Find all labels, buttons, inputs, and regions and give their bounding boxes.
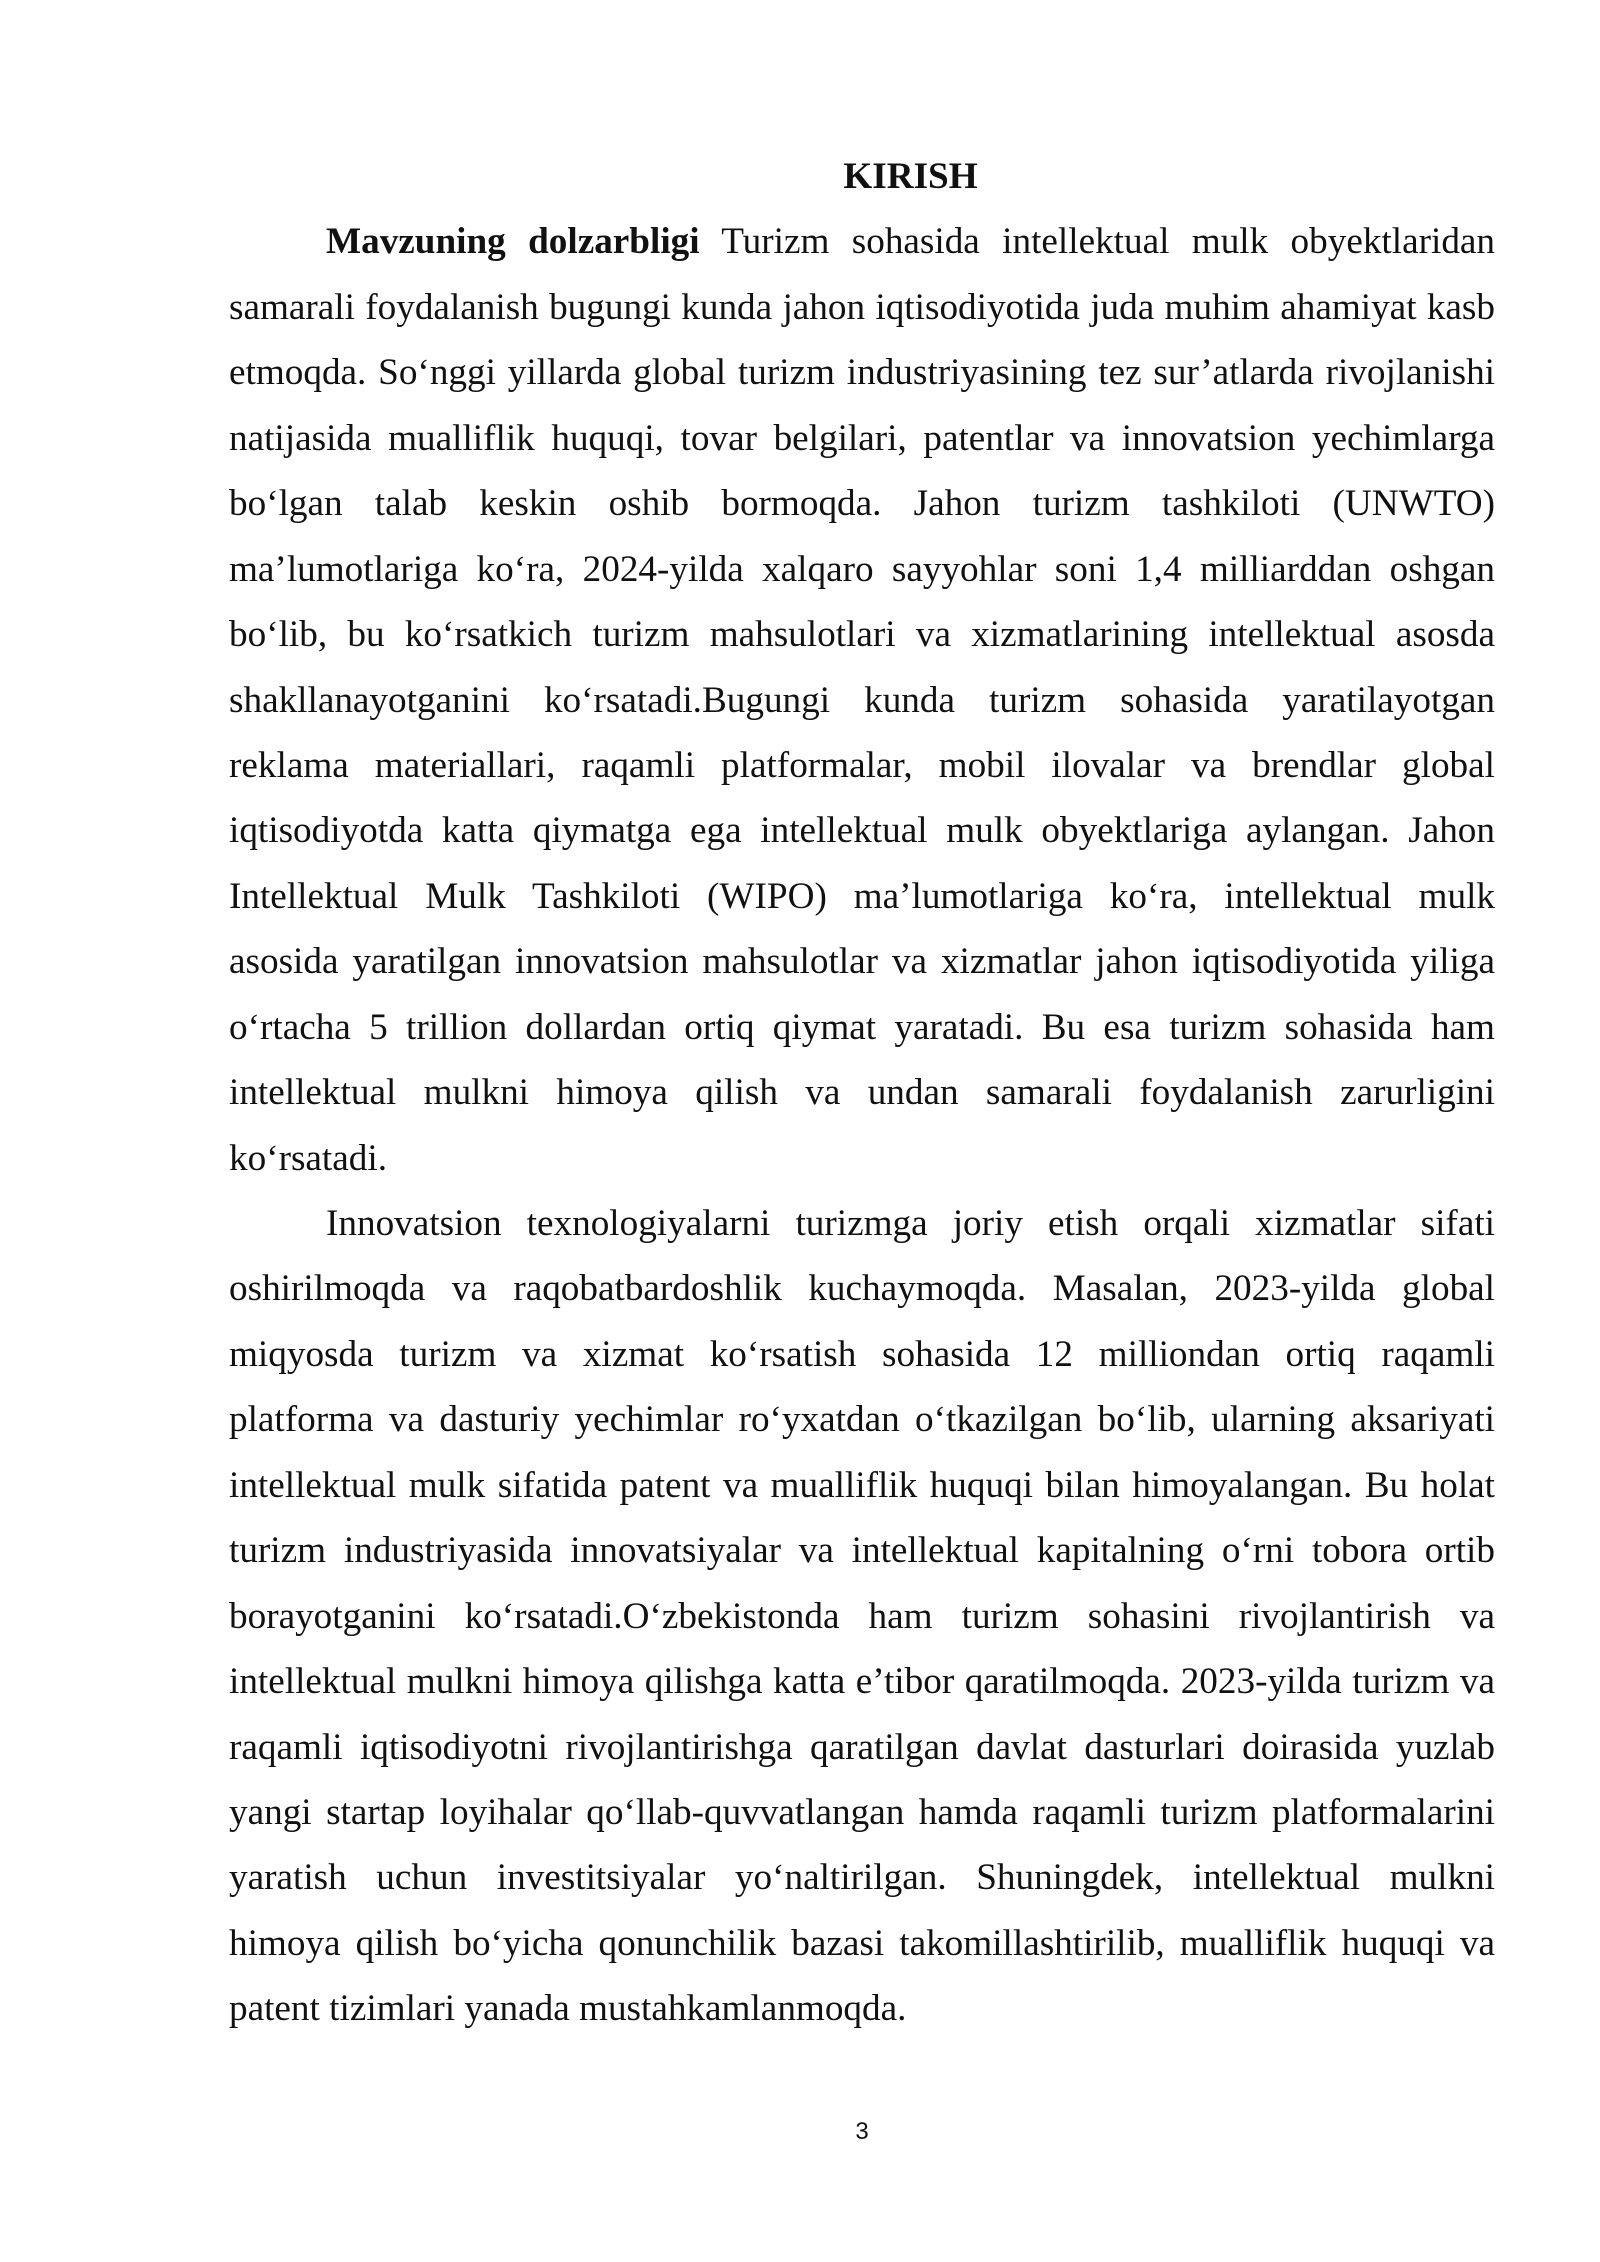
text-line: patent tizimlari yanada mustahkamlanmoqda.	[229, 1988, 907, 2030]
text-line: o‘rtacha 5 trillion dollardan ortiq qiymat yaratadi. Bu esa turizm sohasida ham	[229, 1006, 1495, 1048]
text-line: intellektual mulkni himoya qilish va undan samarali foydalanish zarurligini	[229, 1072, 1495, 1114]
page-number: 3	[855, 2118, 869, 2145]
text-line: borayotganini ko‘rsatadi.O‘zbekistonda ham turizm sohasini rivojlantirish va	[229, 1595, 1495, 1637]
text-line: platforma va dasturiy yechimlar ro‘yxatdan o‘tkazilgan bo‘lib, ularning aksariyati	[229, 1399, 1495, 1441]
text-line: Innovatsion texnologiyalarni turizmga joriy etish orqali xizmatlar sifati	[326, 1203, 1495, 1244]
text-line: himoya qilish bo‘yicha qonunchilik bazasi takomillashtirilib, mualliflik huquqi va	[229, 1922, 1495, 1964]
text-line-content: Turizm sohasida intellektual mulk obyektlaridan	[721, 221, 1496, 263]
text-line: bo‘lgan talab keskin oshib bormoqda. Jahon turizm tashkiloti (UNWTO)	[229, 483, 1495, 525]
text-line: ko‘rsatadi.	[229, 1137, 387, 1179]
text-line: natijasida mualliflik huquqi, tovar belgilari, patentlar va innovatsion yechimlarga	[229, 417, 1495, 459]
text-line: intellektual mulkni himoya qilishga katta e’tibor qaratilmoqda. 2023-yilda turizm va	[229, 1661, 1495, 1703]
paragraph-relevance	[229, 209, 1495, 1191]
text-line: etmoqda. So‘nggi yillarda global turizm industriyasining tez sur’atlarda rivojlanishi	[229, 352, 1495, 394]
paragraph-innovation	[229, 1191, 1495, 2042]
paragraph-lead: Mavzuning dolzarbligi	[326, 221, 700, 263]
text-line: raqamli iqtisodiyotni rivojlantirishga qaratilgan davlat dasturlari doirasida yuzlab	[229, 1726, 1495, 1768]
document-body	[229, 144, 1495, 2042]
text-line: intellektual mulk sifatida patent va mualliflik huquqi bilan himoyalangan. Bu holat	[229, 1464, 1495, 1506]
text-line: yangi startap loyihalar qo‘llab-quvvatlangan hamda raqamli turizm platformalarini	[229, 1791, 1495, 1833]
text-line: asosida yaratilgan innovatsion mahsulotlar va xizmatlar jahon iqtisodiyotida yiliga	[229, 941, 1495, 983]
text-line: reklama materiallari, raqamli platformalar, mobil ilovalar va brendlar global	[229, 744, 1495, 786]
text-line: bo‘lib, bu ko‘rsatkich turizm mahsulotlari va xizmatlarining intellektual asosda	[229, 614, 1495, 656]
text-line: ma’lumotlariga ko‘ra, 2024-yilda xalqaro sayyohlar soni 1,4 milliarddan oshgan	[229, 548, 1495, 590]
text-line: miqyosda turizm va xizmat ko‘rsatish sohasida 12 milliondan ortiq raqamli	[229, 1333, 1495, 1375]
text-line: Intellektual Mulk Tashkiloti (WIPO) ma’lumotlariga ko‘ra, intellektual mulk	[229, 875, 1495, 917]
section-title: KIRISH	[843, 156, 978, 197]
text-line: samarali foydalanish bugungi kunda jahon iqtisodiyotida juda muhim ahamiyat kasb	[229, 286, 1495, 328]
text-line	[229, 209, 1495, 274]
text-line: shakllanayotganini ko‘rsatadi.Bugungi kunda turizm sohasida yaratilayotgan	[229, 679, 1495, 721]
text-line: yaratish uchun investitsiyalar yo‘naltirilgan. Shuningdek, intellektual mulkni	[229, 1857, 1495, 1899]
text-line: turizm industriyasida innovatsiyalar va intellektual kapitalning o‘rni tobora ortib	[229, 1530, 1495, 1572]
text-line: iqtisodiyotda katta qiymatga ega intellektual mulk obyektlariga aylangan. Jahon	[229, 810, 1495, 852]
text-line: oshirilmoqda va raqobatbardoshlik kuchaymoqda. Masalan, 2023-yilda global	[229, 1268, 1495, 1310]
